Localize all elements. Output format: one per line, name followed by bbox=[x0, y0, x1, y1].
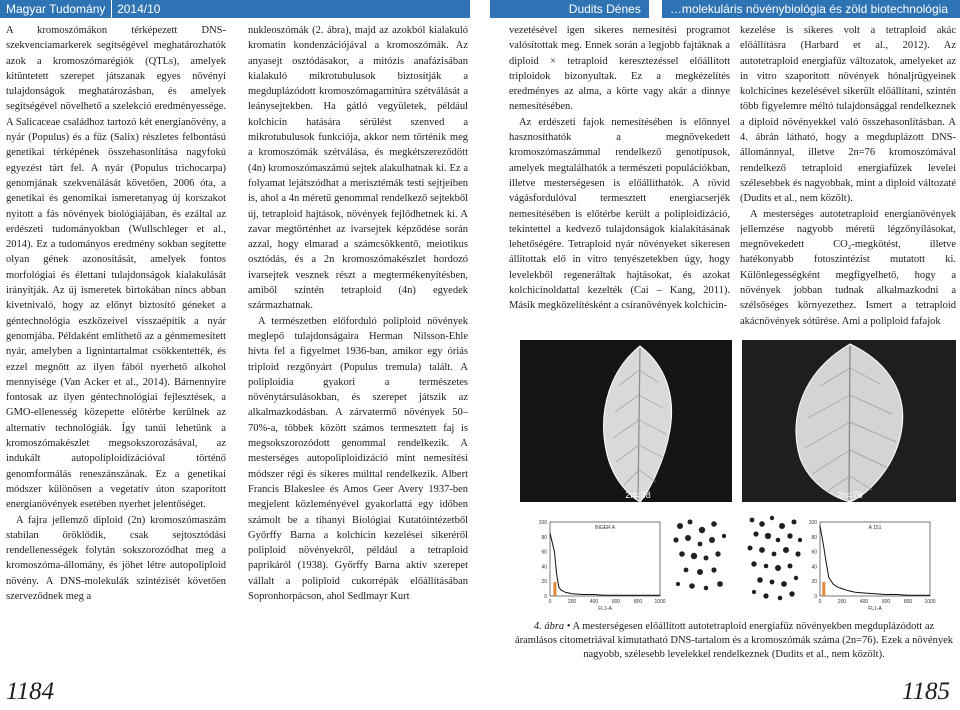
y-tick-label: 20 bbox=[541, 579, 547, 586]
y-tick-label: 20 bbox=[811, 579, 817, 586]
header-divider bbox=[649, 0, 662, 18]
header-divider bbox=[111, 0, 112, 18]
text-column-2 bbox=[248, 23, 468, 679]
chromosome-spread-tetraploid bbox=[742, 512, 808, 612]
y-tick-label: 40 bbox=[811, 564, 817, 571]
histogram-title: A 151 bbox=[868, 525, 882, 531]
gate-marker bbox=[553, 582, 556, 596]
plot-frame bbox=[550, 522, 660, 596]
text-column-4 bbox=[740, 23, 956, 343]
paragraph: A természetben előforduló poliploid növények meglepő tulajdonságaira Herman Nilsson-Ehle hívta fel a figyelmet 1936-ban, amikor egy óriás triploid rezgőnyárt (Populus tremula) talált. A poliploidia gyakori a természetes növénytársulásokban, és szerepet játszik az alkalmazkodásban. A zárvatermő növények 50–70%-a, többek között számos termesztett faj is megsokszorozódott genommal rendelkezik. A mesterséges autopoliploidizáció mint nemesítési módszer régi és sikeres múlttal rendelkezik. Albert Francis Blakeslee és Amos Geer Avery 1937-ben megjelent közleményével gyakorlattá egy időben számolt be a tihanyi Biológiai Kutatóintézetből Győrffy Barna a kolchicin kezelései sikeréről poliploid növényekről, például a tetraploid paprikáról (1938). Győrffy Barna aktív szerepet vállalt a poliploid cukorrépák előállításában Sopronhorpácson, ahol Sedlmayr Kurt bbox=[248, 315, 468, 602]
y-tick-label: 100 bbox=[538, 520, 547, 526]
x-tick-label: 800 bbox=[633, 599, 643, 605]
chromosome-spread-diploid bbox=[666, 512, 732, 612]
x-tick-label: 200 bbox=[567, 599, 577, 605]
paragraph: Az erdészeti fajok nemesítésében is előnnyel hasznosíthatók a megnövekedett kromoszómaszámmal rendelkező genotípusok, amelyek megtalálhatók a természeti populációkban, illetve mesterségesen is előállíthatók. A rövid vágásfordulóval termesztett energiacserjék nemesítésében is előtérbe került a poliploidizáció, tekintettel a kedvező tulajdonságok kialakításának lehetőségére. Tetraploid nyár növényeket sikeresen állítottak elő in vitro tenyészetekben úgy, hogy levelekből regeneráltak hajtásokat, és azokat kolchicinoldattal kezelték (Cai – Kang, 2011). Másik megközelítésként a csíranövények kolchicin- bbox=[509, 116, 730, 312]
page-number-right: 1185 bbox=[901, 678, 950, 705]
x-tick-label: 600 bbox=[881, 599, 891, 605]
y-tick-label: 80 bbox=[541, 534, 547, 541]
paragraph: A fajra jellemző diploid (2n) kromoszómaszám stabilan öröklődik, csak sejtosztódási rendellenességek folytán sokszorozódhat meg a kromoszóma-állomány, és jöhet létre autopoliploid növény. A DNS-molekulák szintézisét követően szerveződnek meg a bbox=[6, 514, 226, 602]
y-tick-label: 40 bbox=[541, 564, 547, 571]
article-title: …molekuláris növénybiológia és zöld biotechnológia bbox=[669, 2, 948, 16]
journal-title: Magyar Tudomány bbox=[6, 2, 106, 16]
x-tick-label: 400 bbox=[589, 599, 599, 605]
histogram-title: INGER A bbox=[594, 525, 616, 531]
x-axis-label: FL1-A bbox=[598, 606, 612, 612]
caption-label: 4. ábra • bbox=[533, 621, 571, 632]
x-tick-label: 400 bbox=[859, 599, 869, 605]
figure-4 bbox=[520, 340, 956, 612]
caption-text: A mesterségesen előállított autotetraploid energiafűz növényekben megduplázódott az áramlásos citometriával kimutatható DNS-tartalom és a kromoszómák száma (2n=76). Ezek a növények nagyobb, szélesebb levelekkel rendelkeznek (Dudits et al., nem közölt). bbox=[514, 621, 954, 660]
y-tick-label: 80 bbox=[811, 534, 817, 541]
diploid-leaf-photo bbox=[520, 340, 732, 502]
plot-frame bbox=[820, 522, 930, 596]
x-tick-label: 200 bbox=[837, 599, 847, 605]
x-tick-label: 800 bbox=[903, 599, 913, 605]
x-axis-label: FL1-A bbox=[868, 606, 882, 612]
issue-label: 2014/10 bbox=[117, 2, 161, 16]
y-tick-label: 60 bbox=[541, 549, 547, 556]
paragraph: kezelése is sikeres volt a tetraploid akác előállításra (Harbard et al., 2012). Az autotetraploid energiafűz változatok, amelyeket az in vitro szaporított növények hónaljrügyeinek kolchicines kezelésével sikerült előállítani, szintén több figyelemre méltó tulajdonsággal rendelkeznek a diploid növényekkel való összehasonlításban. A 4. ábrán látható, hogy a megduplázott DNS-állománnyal, illetve 2n=76 kromoszómával rendelkező tetraploid energiafüzek levelei szélesebbek és nagyobbak, mint a diploid változaté (Dudits et al., nem közölt). bbox=[740, 25, 956, 205]
paragraph: A mesterséges autotetraploid energianövények jellemzése nagyobb méretű légzőnyílásokat, megnövekedett CO₂-megkötést, illetve hatékonyabb fotoszintézist mutatott ki. Különlegességként megfigyelhető, hogy a növények jobban tudnak alkalmazkodni a szélsőséges környezethez. Ismert a tetraploid akácnövények sótűrése. Ami a poliploid fafajok bbox=[740, 208, 956, 327]
tetraploid-leaf-photo bbox=[742, 340, 956, 502]
y-tick-label: 100 bbox=[808, 520, 817, 526]
leaf-label-2n38: 2n=38 bbox=[625, 490, 651, 500]
text-column-1 bbox=[6, 23, 226, 679]
page-number-left: 1184 bbox=[6, 678, 55, 705]
figure-graphic bbox=[520, 340, 956, 612]
text-column-3 bbox=[509, 23, 730, 343]
x-tick-label: 1000 bbox=[654, 599, 666, 605]
figure-caption bbox=[512, 620, 956, 662]
y-tick-label: 60 bbox=[811, 549, 817, 556]
x-tick-label: 1000 bbox=[924, 599, 936, 605]
gate-marker bbox=[822, 582, 825, 596]
paragraph: vezetésével igen sikeres nemesítési programot valósítottak meg. Ennek során a legjobb fajtáknak a diploid × tetraploid keresztezéssel előállított triploidok bizonyultak. Ez a megkézelítés eredményes az alma, a körte vagy akár a dinnye nemesítésében. bbox=[509, 25, 730, 113]
x-tick-label: 0 bbox=[818, 599, 822, 605]
leaf-label-2n76: 2n=76 bbox=[837, 490, 863, 500]
y-tick-label: 0 bbox=[544, 594, 547, 600]
paragraph: nukleoszómák (2. ábra), majd az azokból kialakuló kromatin kondenzációjával a kromoszómák. Az anyasejt osztódásakor, a mitózis anafázisában kialakuló mikrotubulusok biztosítják a megduplázódott kromoszómagarnitúra szétválását a leánysejtekben. Ha gátló vegyületek, például kolchicin hatására sérülést szenved a mikrotubulusok funkciója, akkor nem történik meg a kromoszómák szétválása, és megkétszereződött (4n) kromoszómaszámú sejtek alakulhatnak ki. Ez a folyamat lejátszódhat a merisztémák testi sejtjeiben is, ahol a 4n méretű genommal rendelkező sejtekből új, tetraploid hajtások, növények fejlődhetnek ki. A zavar megtörténhet az ivarsejtek képződése során azzal, hogy elmarad a számcsökkentő, meiotikus osztódás, és a 2n kromoszómakészlet hordozó ivarsejtek vesznek részt a megtermékenyítésben, amiből szintén tetraploid (4n) egyedek származhatnak. bbox=[248, 25, 468, 312]
x-tick-label: 0 bbox=[548, 599, 552, 605]
x-tick-label: 600 bbox=[611, 599, 621, 605]
y-tick-label: 0 bbox=[814, 594, 817, 600]
paragraph: A kromoszómákon térképezett DNS-szekvenciamarkerek segítségével meghatározhatók azok a kromoszómarégiók (QTLs), amelyek kitüntetett szerepet játszanak egyes növényi tulajdonságok meghatározásban, és amelyek segítségével növelhető a szelekció eredményessége. A Salicaceae családhoz tartozó két energianövény, a nyár (Populus) és a fűz (Salix) részletes felbontású genetikai térképének összehasonlítása nagyfokú egyezést tárt fel. A nyár (Populus trichocarpa) genomjának szekvenálását követően, 2006 óta, a genetikai és genomikai ismeretanyag új korszakot nyitott a fás növények biológiájában, és ezáltal az erdészeti tudományokban (Wullschleger et al., 2014). Ez a tudományos eredmény sokban segítette olyan gének azonosítását, amelyek fontos morfológiai és élettani tulajdonságok kialakulását irányítják. Az új ismeretek birtokában nincs abban kivetnivaló, hogy az előnyt biztosító géneket a géntechnológia eszközeivel visszaépítik a nyár genomjába. Példaként említhető az a génmemesített nyár, amelyben a lignintartalmat csökkentették, és ezzel megnőtt az ilyen fából nyerhető alkohol mennyisége (Van Acker et al., 2014). Bárnennyire fontosak az ilyen géntechnológiai fejlesztések, a GMO-ellenesség közepette előtérbe kerülnek az alternatív technológiák. Így tanúi lehetünk a kromoszómakészlet megsokszorozásával, az indukált autopoliploidizációval történő genomformálás reneszánszának. Ez a genetikai módszer különösen a vegetatív úton szaporított energianövények esetében nyerhet jelentőséget. bbox=[6, 25, 226, 511]
header-left bbox=[0, 0, 470, 18]
author-name: Dudits Dénes bbox=[568, 2, 641, 16]
header-right bbox=[490, 0, 960, 18]
